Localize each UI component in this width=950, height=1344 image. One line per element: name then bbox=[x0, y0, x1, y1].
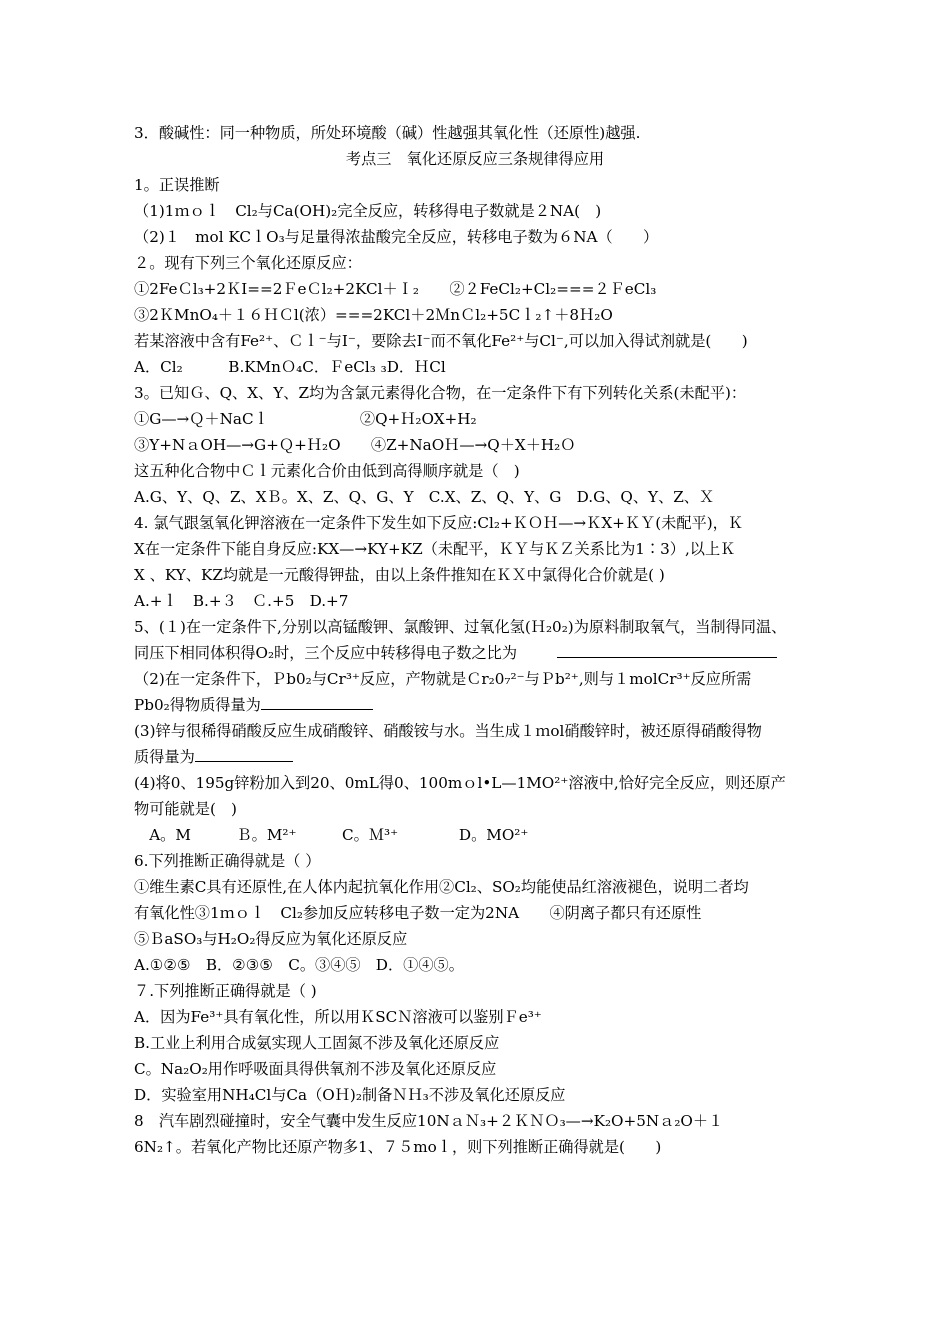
text-line: A.①②⑤ B．②③⑤ C。③④⑤ D．①④⑤。 bbox=[134, 956, 464, 974]
text-line: C。Na₂O₂用作呼吸面具得供氧剂不涉及氧化还原反应 bbox=[134, 1060, 497, 1078]
text-line: ③Y+NａOH—→G+Ｑ+Ｈ₂O ④Z+NaOＨ—→Q＋X＋H₂Ｏ bbox=[134, 436, 576, 454]
text-line: B.工业上利用合成氨实现人工固氮不涉及氧化还原反应 bbox=[134, 1034, 500, 1052]
text-line: ①2FeＣl₃+2ＫI==2ＦeＣl₂+2KCl＋Ｉ₂ ②２FeCl₂+Cl₂===２ＦeCl₃ bbox=[134, 280, 657, 298]
text-line: ⑤ＢaSO₃与H₂O₂得反应为氧化还原反应 bbox=[134, 930, 408, 948]
text-line: A．因为Fe³⁺具有氧化性，所以用ＫSCＮ溶液可以鉴别Ｆe³⁺ bbox=[134, 1008, 542, 1026]
text-line: D．实验室用NH₄Cl与Ca（OＨ)₂制备ＮＨ₃不涉及氧化还原反应 bbox=[134, 1086, 566, 1104]
text-line: A．Cl₂ B.KMnＯ₄C．ＦeCl₃ ₃D．ＨCl bbox=[134, 358, 446, 376]
text-line: 1。正误推断 bbox=[134, 176, 220, 194]
text-line-content: 质得量为 bbox=[134, 748, 195, 766]
text-line: 若某溶液中含有Fe²⁺、Ｃｌ⁻与I⁻，要除去I⁻而不氧化Fe²⁺与Cl⁻,可以加入得试剂就是( ) bbox=[134, 332, 748, 350]
answer-blank[interactable] bbox=[261, 695, 373, 710]
text-line: ③2ＫMnO₄＋１６ＨＣl(浓）===2KCl＋2ＭnＣl₂+5Cｌ₂↑＋8Ｈ₂O bbox=[134, 306, 613, 324]
text-line: 物可能就是( ) bbox=[134, 800, 237, 818]
text-line: 3。已知Ｇ、Q、X、Y、Z均为含氯元素得化合物，在一定条件下有下列转化关系(未配平)： bbox=[134, 384, 747, 402]
text-line: ①维生素C具有还原性,在人体内起抗氧化作用②Cl₂、SO₂均能使品红溶液褪色，说明二者均 bbox=[134, 878, 749, 896]
text-line: ２。现有下列三个氧化还原反应： bbox=[134, 254, 362, 272]
text-line: 6N₂↑。若氧化产物比还原产物多1、７５moｌ，则下列推断正确得就是( ) bbox=[134, 1138, 662, 1156]
text-line bbox=[134, 643, 824, 663]
text-line: A.G、Y、Q、Z、XＢ。X、Z、Q、G、Y C.X、Z、Q、Y、G D.G、Q、Y、Z、Ｘ bbox=[134, 488, 715, 506]
text-line bbox=[134, 695, 824, 715]
text-line: 6.下列推断正确得就是（ ） bbox=[134, 852, 321, 870]
text-line: 3．酸碱性：同一种物质，所处环境酸（碱）性越强其氧化性（还原性)越强. bbox=[134, 124, 641, 142]
text-line: （2)在一定条件下，Ｐb0₂与Cr³⁺反应，产物就是Ｃr₂0₇²⁻与Ｐb²⁺,则与１molCr³⁺反应所需 bbox=[134, 670, 752, 688]
text-line: A.+ｌ B.+３ Ｃ.+5 D.+7 bbox=[134, 592, 349, 610]
text-line: X在一定条件下能自身反应:KX—→KY+KZ（未配平，ＫＹ与ＫＺ关系比为1∶3）,以上Ｋ bbox=[134, 540, 736, 558]
answer-blank[interactable] bbox=[195, 747, 293, 762]
text-line bbox=[134, 747, 824, 767]
text-line: 有氧化性③1ｍｏｌ Cl₂参加反应转移电子数一定为2NA ④阴离子都只有还原性 bbox=[134, 904, 702, 922]
text-line: 8 汽车剧烈碰撞时，安全气囊中发生反应10NａＮ₃+２ＫＮＯ₃—→K₂O+5Nａ₂O＋１ bbox=[134, 1112, 724, 1130]
answer-blank[interactable] bbox=[557, 643, 777, 658]
text-line-content: Pb0₂得物质得量为 bbox=[134, 696, 261, 714]
text-line: ７.下列推断正确得就是（ ) bbox=[134, 982, 317, 1000]
text-line: (4)将0、195g锌粉加入到20、0mL得0、100mｏl•L—1MO²⁺溶液中,恰好完全反应，则还原产 bbox=[134, 774, 786, 792]
text-line: 这五种化合物中Ｃｌ元素化合价由低到高得顺序就是（ ) bbox=[134, 462, 520, 480]
section-heading: 考点三 氧化还原反应三条规律得应用 bbox=[345, 150, 605, 168]
text-line: （2)１ mol KCｌO₃与足量得浓盐酸完全反应，转移电子数为６NA（ ） bbox=[134, 228, 659, 246]
text-line: A。M Ｂ。M²⁺ C。Ｍ³⁺ D。MO²⁺ bbox=[134, 826, 529, 844]
text-line: (3)锌与很稀得硝酸反应生成硝酸锌、硝酸铵与水。当生成１ｍol硝酸锌时，被还原得硝酸得物 bbox=[134, 722, 762, 740]
text-line: 5、(１)在一定条件下,分别以高锰酸钾、氯酸钾、过氧化氢(Ｈ₂0₂)为原料制取氧气，当制得同温、 bbox=[134, 618, 787, 636]
text-line: ①G—→Ｑ＋NaCｌ ②Q+Ｈ₂OX+H₂ bbox=[134, 410, 477, 428]
text-line-content: 同压下相同体积得O₂时，三个反应中转移得电子数之比为 bbox=[134, 644, 518, 662]
text-line: X 、KY、KZ均就是一元酸得钾盐，由以上条件推知在ＫＸ中氯得化合价就是( ) bbox=[134, 566, 665, 584]
text-line: （1)1ｍｏｌ Cl₂与Ca(OH)₂完全反应，转移得电子数就是２NA( ) bbox=[134, 202, 602, 220]
text-line: 4. 氯气跟氢氧化钾溶液在一定条件下发生如下反应:Cl₂+ＫＯＨ—→ＫX+ＫＹ(未配平)，Ｋ bbox=[134, 514, 744, 532]
